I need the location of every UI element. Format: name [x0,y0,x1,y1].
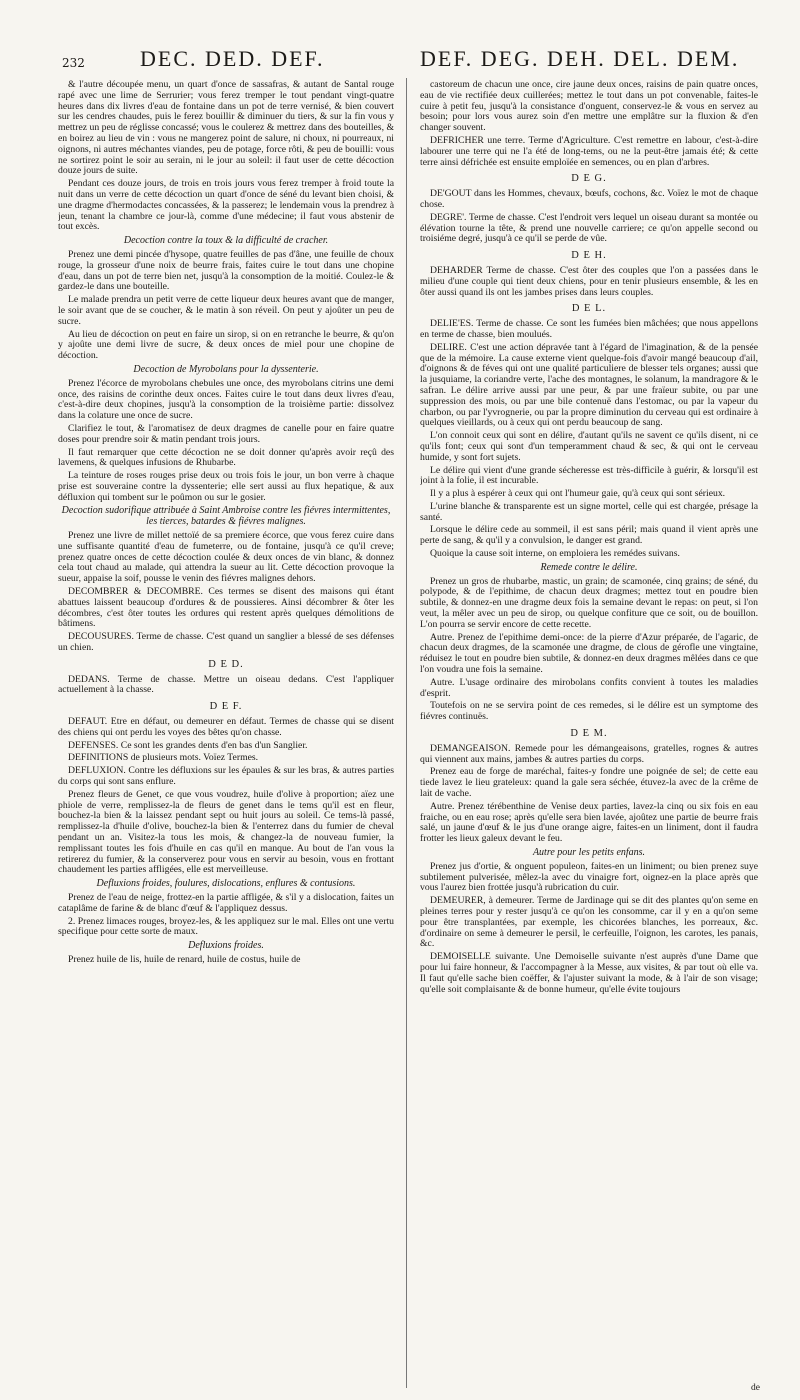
paragraph: Prenez une demi pincée d'hysope, quatre feuilles de pas d'âne, une feuille de choux rouge, la grosseur d'une noix de beurre frais, faites cuire le tout dans une chopine d'eau, dans un pot de terre bien net, jusqu'à la consomption de la moitié. Coulez-le & gardez-le dans une bouteille. [58,248,394,293]
letter-heading: D E F. [209,701,243,713]
paragraph: DEFLUXION. Contre les défluxions sur les épaules & sur les bras, & autres parties du corps qui sont sans enflure. [58,765,394,788]
paragraph: Clarifiez le tout, & l'aromatisez de deux dragmes de canelle pour en faire quatre doses pour prendre soir & matin pendant trois jours. [58,422,394,445]
paragraph: DECOMBRER & DECOMBRE. Ces termes se disent des maisons qui étant abattues laissent beaucoup d'ordures & de poussieres. Ainsi décombrer & ôter les décombres, c'est ôter toutes les ordures qui restent après quelques démolitions de bâtimens. [58,586,394,630]
paragraph: La teinture de roses rouges prise deux ou trois fois le jour, un bon verre à chaque prise est souveraine contre la dyssenterie; elle sert aussi au flux hepatique, & aux défluxion qui tombent sur le poûmon ou sur le gosier. [58,470,394,503]
paragraph: DELIRE. C'est une action dépravée tant à l'égard de l'imagination, & de la pensée que de la mémoire. La cause externe vient quelque-fois d'avoir mangé beaucoup d'ail, d'oignons & de féves qui ont une qualité particuliere de blesser tels organes; aussi que la jusquiame, la coriandre verte, l'ache des montagnes, le solanum, la mandragore & le safran. Le délire arrive aussi par une peur, & par une fraïeur subite, ou par une suppression des mois, ou par une bile contenuë dans l'estomac, ou par la vapeur du charbon, ou par l'yvrognerie, ou par la propre diminution du cerveau qui est ordinaire à quelques vieillards, ou à ceux qui ont perdu beaucoup de sang. [420,341,758,429]
letter-heading: D E M. [570,728,608,740]
section-heading: Defluxions froides. [188,940,264,952]
running-head-right: DEF. DEG. DEH. DEL. DEM. [420,46,740,71]
paragraph: DELIE'ES. Terme de chasse. Ce sont les fumées bien mâchées; que nous appellons en terme de chasse, bien moulués. [420,318,758,340]
paragraph: L'on connoit ceux qui sont en délire, d'autant qu'ils ne savent ce qu'ils disent, ni ce qu'ils font; ceux qui sont d'un temperamment chaud & sec, & qui ont le cerveau humide, y sont fort sujets. [420,430,758,463]
paragraph: DEHARDER Terme de chasse. C'est ôter des couples que l'on a passées dans le milieu d'une couple qui tient deux chiens, pour en tenir plusieurs ensemble, & les en ôter aussi quand ils ont les jambes prises dans leurs couples. [420,264,758,298]
running-head-left: DEC. DED. DEF. [140,46,325,71]
section-heading: Defluxions froides, foulures, dislocations, enflures & contusions. [96,878,356,890]
paragraph: DEFINITIONS de plusieurs mots. Voïez Termes. [68,752,259,764]
catchword: de [751,1383,760,1393]
paragraph: Pendant ces douze jours, de trois en trois jours vous ferez tremper à froid toute la nuit dans un verre de cette décoction un quart d'once de séné du levant bien choisi, & une dragme d'hermodactes concassées, & la passerez; le lendemain vous la prendrez à jeun, tenant la chambre ce jour-là, comme d'une médecine; il faut vous abstenir de tout excès. [58,178,394,233]
paragraph: Au lieu de décoction on peut en faire un sirop, si on en retranche le beurre, & qu'on y ajoûte une demi livre de sucre, & deux onces de miel pour une chopine de décoction. [58,328,394,362]
paragraph: Il faut remarquer que cette décoction ne se doit donner qu'après avoir reçû des lavemens, & quelques infusions de Rhubarbe. [58,446,394,469]
paragraph: Toutefois on ne se servira point de ces remedes, si le délire est un symptome des fiévres continuës. [420,700,758,723]
paragraph: Autre. Prenez térébenthine de Venise deux parties, lavez-la cinq ou six fois en eau fraiche, ou en eau rose; après qu'elle sera bien lavée, ajoûtez une partie de beurre frais salé, un jaune d'œuf & le jus d'une orange aigre, faites-en un liniment, dont il faudra frotter les lieux galeux devant le feu. [420,800,758,845]
paragraph: Autre. Prenez de l'epithime demi-once: de la pierre d'Azur préparée, de l'agaric, de chacun deux dragmes, de la scamonée une dragme, de clous de gérofle une vingtaine, réduisez le tout en poudre bien subtile, & donnez-en deux dragmes mêlées dans ce que l'on voudra une fois la semaine. [420,631,758,676]
letter-heading: D E L. [571,303,607,315]
paragraph: DEMEURER, à demeurer. Terme de Jardinage qui se dit des plantes qu'on seme en pleines terres pour y rester jusqu'à ce qu'on les consomme, car il y en a qu'on seme pour être transplantées, par exemple, les chicorées blanches, les porreaux, &c. d'ordinaire on seme à demeurer le persil, le cerfeuille, l'oignon, les carotes, les panais, &c. [420,895,758,950]
paragraph: Lorsque le délire cede au sommeil, il est sans péril; mais quand il vient après une perte de sang, & qu'il y a convulsion, le danger est grand. [420,524,758,547]
paragraph: Prenez huile de lis, huile de renard, huile de costus, huile de [68,953,301,965]
paragraph: DE'GOUT dans les Hommes, chevaux, bœufs, cochons, &c. Voïez le mot de chaque chose. [420,188,758,210]
paragraph: DEMANGEAISON. Remede pour les démangeaisons, gratelles, rognes & autres qui viennent aux mains, jambes & autres parties du corps. [420,742,758,765]
paragraph: 2. Prenez limaces rouges, broyez-les, & les appliquez sur le mal. Elles ont une vertu specifique pour cette sorte de maux. [58,915,394,938]
right-column [420,80,758,1385]
paragraph: L'urine blanche & transparente est un signe mortel, celle qui est chargée, présage la santé. [420,500,758,523]
paragraph: DEDANS. Terme de chasse. Mettre un oiseau dedans. C'est l'appliquer actuellement à la chasse. [58,673,394,696]
paragraph: Quoique la cause soit interne, on emploiera les remédes suivans. [430,548,680,560]
paragraph: Le délire qui vient d'une grande sécheresse est très-difficile à guérir, & lorsqu'il est joint à la folie, il est incurable. [420,464,758,487]
paragraph: & l'autre découpée menu, un quart d'once de sassafras, & autant de Santal rouge rapé avec une lime de Serrurier; vous ferez tremper le tout pendant vingt-quatre heures dans dix livres d'eau de fontaine dans un pot de terre vernisé, & bien couvert sur les cendres chaudes, puis le ferez bouillir & diminuer du tiers, & sur la fin vous y mettrez un peu de réglisse concassé; vous le coulerez & mettrez dans des bouteilles, & en boirez au lieu de vin : vous ne mangerez point de salure, ni choux, ni pourreaux, ni oignons, ni autres méchantes viandes, peu de potage, force rôti, & peu de bouilli: vous ne sortirez point le soir au serain, ni le jour au soleil: il faut user de cette décoction douze jours de suite. [58,80,394,177]
paragraph: DEFAUT. Etre en défaut, ou demeurer en défaut. Termes de chasse qui se disent des chiens qui ont perdu les voyes des bêtes qu'on chasse. [58,716,394,738]
paragraph: Prenez un gros de rhubarbe, mastic, un grain; de scamonée, cinq grains; de séné, du polypode, & de l'epithime, de chacun deux dragmes; mettez tout en poudre bien subtile, & donnez-en une dragme deux fois la semaine devant le repas: on peut, si l'on veut, la mêler avec un peu de sirop, ou quelque confiture que ce soit, ou de bouillon. L'on pourra se servir encore de cette recette. [420,575,758,630]
letter-heading: D E H. [571,250,607,262]
paragraph: DECOUSURES. Terme de chasse. C'est quand un sanglier a blessé de ses défenses un chien. [58,631,394,654]
column-rule [406,78,407,1388]
paragraph: Le malade prendra un petit verre de cette liqueur deux heures avant que de manger, le soir avant que de se coucher, & le matin à son réveil. On peut y ajoûter un peu de sucre. [58,294,394,327]
paragraph: Prenez de l'eau de neige, frottez-en la partie affligée, & s'il y a dislocation, faites un cataplâme de farine & de blanc d'œuf & l'appliquez dessus. [58,891,394,914]
section-heading: Autre pour les petits enfans. [532,847,646,858]
section-heading: Decoction de Myrobolans pour la dyssenterie. [133,363,319,375]
section-heading: Decoction sudorifique attribuée à Saint Ambroise contre les fiévres intermittentes, les tierces, batardes & fiévres malignes. [61,505,391,528]
paragraph: Autre. L'usage ordinaire des mirobolans confits convient à toutes les maladies d'esprit. [420,676,758,699]
letter-heading: D E G. [571,173,607,185]
paragraph: DEMOISELLE suivante. Une Demoiselle suivante n'est auprès d'une Dame que pour lui faire honneur, & l'accompagner à la Messe, aux visites, & par tout où elle va. Il faut qu'elle sache bien coëffer, & l'ajuster suivant la mode, & à l'air de son visage; qu'elle soit complaisante & de bonne humeur, qu'elle évite toujours [420,951,758,995]
paragraph: Prenez jus d'ortie, & onguent populeon, faites-en un liniment; ou bien prenez suye subtilement pulverisée, mêlez-la avec du vinaigre fort, oignez-en la place après que vous l'aurez bien frottée jusqu'à rubrication du cuir. [420,860,758,894]
section-heading: Decoction contre la toux & la difficulté de cracher. [123,235,329,247]
paragraph: DEFENSES. Ce sont les grandes dents d'en bas d'un Sanglier. [68,739,308,751]
paragraph: Il y a plus à espérer à ceux qui ont l'humeur gaie, qu'à ceux qui sont sérieux. [430,488,726,500]
paragraph: Prenez une livre de millet nettoïé de sa premiere écorce, que vous ferez cuire dans une suffisante quantité d'eau de fumeterre, ou de fontaine, jusqu'à ce qu'il creve; prenez quatre onces de cette décoction coulée & deux onces de vin blanc, & donnez cela tout chaud au malade, qui attendra la sueur au lit. Cette décoction provoque la sueur, appaise la soif, pousse le venin des fiévres malignes dehors. [58,530,394,585]
page-number: 232 [62,56,85,70]
letter-heading: D E D. [208,658,244,670]
section-heading: Remede contre le délire. [540,561,638,573]
paragraph: DEFRICHER une terre. Terme d'Agriculture. C'est remettre en labour, c'est-à-dire labourer une terre qui ne l'a été de long-tems, ou ne la peut-être jamais été; & cette terre ainsi défrichée est ensuite emploïée en semences, ou en plan d'arbres. [420,134,758,168]
left-column [58,80,394,1385]
paragraph: DEGRE'. Terme de chasse. C'est l'endroit vers lequel un oiseau durant sa montée ou élévation tourne la tête, & prend une nouvelle carriere; ce qu'on appelle second ou troisiéme degré, jusqu'à ce qu'il se perde de vûe. [420,211,758,245]
paragraph: Prenez fleurs de Genet, ce que vous voudrez, huile d'olive à proportion; aïez une phiole de verre, remplissez-la de fleurs de genet dans le tems qu'il est en fleur, bouchez-la bien & la laissez pendant sept ou huit jours au soleil. Ce tems-là passé, remplissez-la d'huile d'olive, bouchez-la bien & l'enterrez dans du fumier de cheval pendant un an. Visitez-la tous les mois, & changez-la de nouveau fumier, la remplissant toutes les fois d'huile en cas qu'il en manque. Au bout de l'an vous la retirerez du fumier, & la conserverez pour vous en servir au besoin, vous en frottant chaudement les parties affligées, elle est merveilleuse. [58,788,394,876]
paragraph: castoreum de chacun une once, cire jaune deux onces, raisins de pain quatre onces, eau de vie rectifiée deux cuillerées; mettez le tout dans un pot convenable, faites-le cuire à petit feu, jusqu'à la consistance d'onguent, conservez-le & vous en servez au besoin; pour lors vous aurez soin d'en mettre une emplâtre sur la fluxion & d'en changer souvent. [420,80,758,134]
paragraph: Prenez eau de forge de maréchal, faites-y fondre une poignée de sel; de cette eau tiede lavez le lieu grateleux: quand la gale sera séchée, étuvez-la avec de la crême de lait de vache. [420,766,758,800]
paragraph: Prenez l'écorce de myrobolans chebules une once, des myrobolans citrins une demi once, des raisins de corinthe deux onces. Faites cuire le tout dans deux livres d'eau, c'est-à-dire deux chopines, jusqu'à la consomption de la troisième partie: dissolvez dans la colature une once de sucre. [58,377,394,422]
